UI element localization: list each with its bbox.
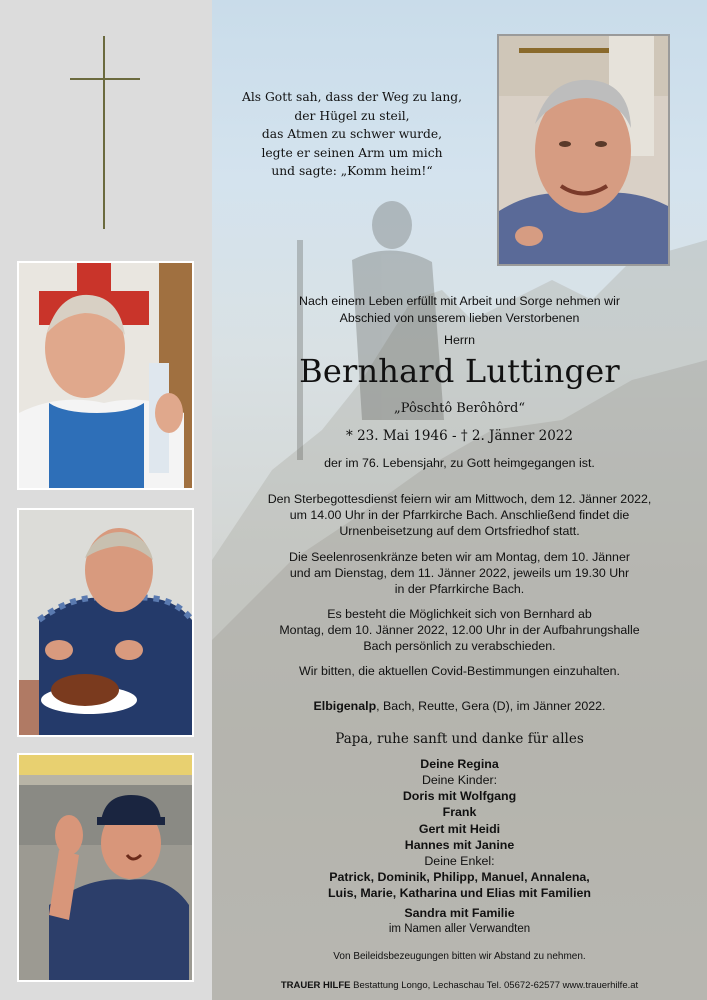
service-line: Urnenbeisetzung auf dem Ortsfriedhof statt. — [339, 524, 580, 538]
mourner-line: Gert mit Heidi — [418, 822, 501, 836]
mourner-line: Sandra mit Familie — [404, 906, 515, 920]
intro-line: Nach einem Leben erfüllt mit Arbeit und Sorge nehmen wir — [299, 294, 620, 308]
poem-line: Als Gott sah, dass der Weg zu lang, — [241, 90, 463, 104]
photo-eating — [17, 508, 194, 737]
place-rest: , Bach, Reutte, Gera (D), im Jänner 2022. — [376, 699, 606, 713]
mourner-group-label: Deine Enkel: — [424, 854, 495, 868]
mourner-line: Patrick, Dominik, Philipp, Manuel, Annalena, — [329, 870, 590, 884]
life-dates: * 23. Mai 1946 - † 2. Jänner 2022 — [346, 428, 573, 444]
intro-line: Abschied von unserem lieben Verstorbenen — [339, 311, 580, 325]
salutation: Herrn — [444, 333, 475, 347]
viewing-line: Es besteht die Möglichkeit sich von Bernhard ab — [327, 607, 592, 621]
portrait-photo — [497, 34, 670, 266]
covid-line: Wir bitten, die aktuellen Covid-Bestimmungen einzuhalten. — [299, 664, 620, 678]
mourner-line: Deine Regina — [420, 757, 499, 771]
service-line: Den Sterbegottesdienst feiern wir am Mittwoch, dem 12. Jänner 2022, — [267, 492, 652, 506]
cross-icon — [103, 36, 105, 229]
photo-red-cross — [17, 261, 194, 490]
service-line: um 14.00 Uhr in der Pfarrkirche Bach. Anschließend findet die — [289, 508, 630, 522]
mourner-line: Doris mit Wolfgang — [402, 789, 517, 803]
nickname: „Pôschtô Berôhôrd“ — [394, 401, 525, 416]
poem-line: der Hügel zu steil, — [294, 108, 410, 123]
cross-icon-bar — [70, 78, 140, 80]
farewell-line: Papa, ruhe sanft und danke für alles — [335, 731, 584, 747]
mourner-group-label: Deine Kinder: — [421, 773, 498, 787]
footer-brand: TRAUER HILFE — [280, 980, 351, 991]
mourner-line: Frank — [442, 805, 477, 819]
condolence-note: Von Beileidsbezeugungen bitten wir Abstand zu nehmen. — [333, 951, 586, 962]
mourner-closing: im Namen aller Verwandten — [388, 923, 531, 935]
viewing-line: Montag, dem 10. Jänner 2022, 12.00 Uhr in der Aufbahrungshalle — [279, 623, 640, 637]
viewing-line: Bach persönlich zu verabschieden. — [363, 639, 556, 653]
poem-line: legte er seinen Arm um mich — [261, 145, 443, 160]
footer — [212, 978, 707, 994]
rosary-line: Die Seelenrosenkränze beten wir am Montag, dem 10. Jänner — [289, 550, 630, 564]
poem-line: und sagte: „Komm heim!“ — [271, 164, 433, 178]
place-bold: Elbigenalp — [313, 699, 377, 713]
mourner-line: Hannes mit Janine — [404, 838, 515, 852]
rosary-line: in der Pfarrkirche Bach. — [394, 582, 525, 596]
place-date-line — [212, 698, 707, 714]
footer-details: Bestattung Longo, Lechaschau Tel. 05672-62577 www.trauerhilfe.at — [350, 980, 639, 991]
photo-waving — [17, 753, 194, 982]
deceased-name: Bernhard Luttinger — [299, 352, 620, 390]
rosary-line: und am Dienstag, dem 11. Jänner 2022, jeweils um 19.30 Uhr — [289, 566, 630, 580]
poem-line: das Atmen zu schwer wurde, — [261, 127, 443, 141]
mourner-line: Luis, Marie, Katharina und Elias mit Familien — [327, 886, 592, 900]
age-line: der im 76. Lebensjahr, zu Gott heimgegangen ist. — [324, 456, 595, 470]
poem — [232, 88, 472, 181]
